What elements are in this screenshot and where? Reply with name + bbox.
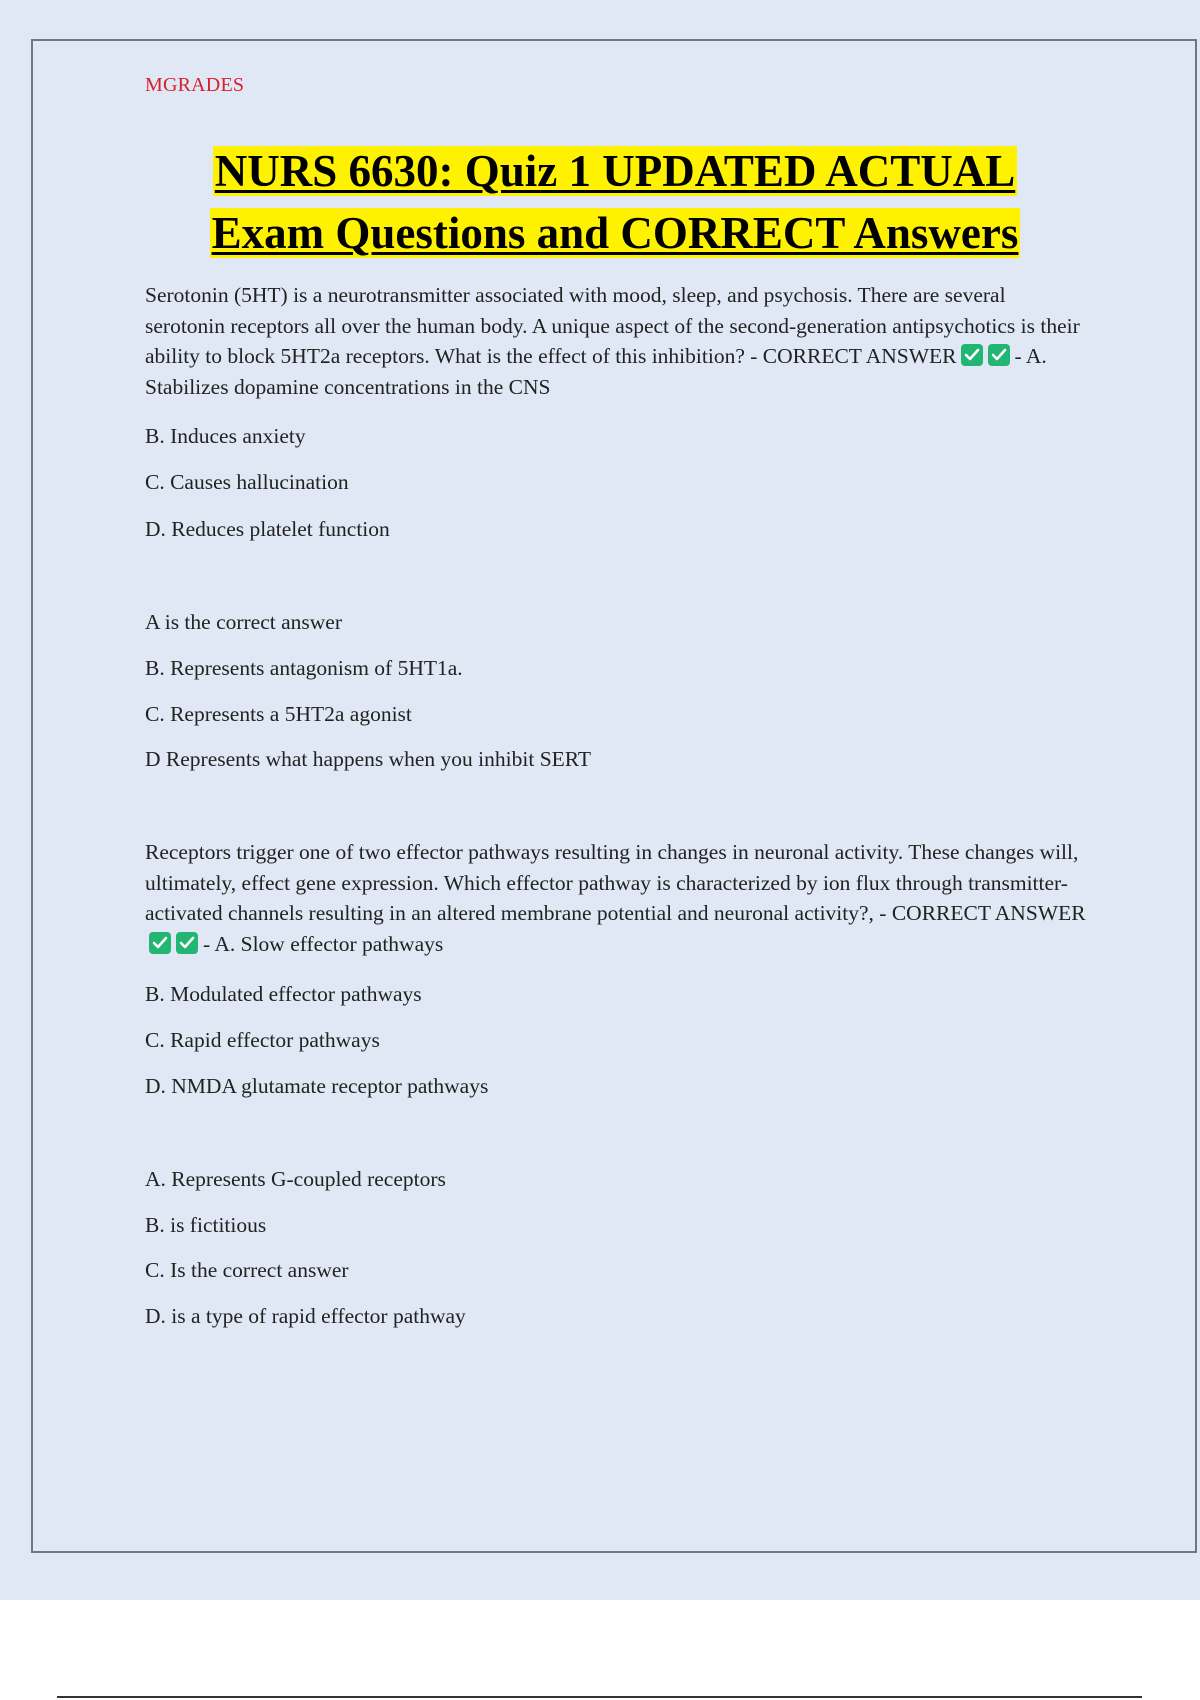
question-2-stem [145,837,1090,959]
question-1-stem [145,280,1090,402]
check-box-icon [961,344,983,366]
question-2-rationale-b: B. is fictitious [145,1213,267,1237]
check-box-icon [176,932,198,954]
question-1-option-b: B. Induces anxiety [145,424,306,448]
question-2-answer: - A. Slow effector pathways [203,931,444,956]
footer-divider [57,1696,1142,1698]
check-box-icon [988,344,1010,366]
document-title [145,140,1085,264]
question-1-answer: - A. Stabilizes dopamine concentrations in the CNS [145,344,1047,399]
brand-label: MGRADES [145,74,245,96]
check-box-icon [149,932,171,954]
question-2-option-b: B. Modulated effector pathways [145,982,422,1006]
question-1-rationale-d: D Represents what happens when you inhibit SERT [145,747,591,771]
question-1-rationale-b: B. Represents antagonism of 5HT1a. [145,656,463,680]
question-2-rationale-c: C. Is the correct answer [145,1258,349,1282]
question-1-option-c: C. Causes hallucination [145,470,349,494]
question-2-option-d: D. NMDA glutamate receptor pathways [145,1074,489,1098]
question-1-rationale-a: A is the correct answer [145,610,343,634]
question-2-text: Receptors trigger one of two effector pathways resulting in changes in neuronal activity. These changes will, ultimately, effect gene expression. Which effector pathway is characterized by ion flux through transmitter-activated channels resulting in an altered membrane potential and neuronal activity?, - CORRECT ANSWER [145,840,1086,925]
title-line-2: Exam Questions and CORRECT Answers [211,208,1019,258]
question-2-option-c: C. Rapid effector pathways [145,1028,380,1052]
question-2-rationale-a: A. Represents G-coupled receptors [145,1167,446,1191]
title-line-1: NURS 6630: Quiz 1 UPDATED ACTUAL [214,146,1016,196]
question-1-text: Serotonin (5HT) is a neurotransmitter associated with mood, sleep, and psychosis. There are several serotonin receptors all over the human body. A unique aspect of the second-generation antipsychotics is their ability to block 5HT2a receptors. What is the effect of this inhibition? - CORRECT ANSWER [145,283,1080,368]
question-1-rationale-c: C. Represents a 5HT2a agonist [145,702,412,726]
question-1-option-d: D. Reduces platelet function [145,517,390,541]
question-2-rationale-d: D. is a type of rapid effector pathway [145,1304,466,1328]
